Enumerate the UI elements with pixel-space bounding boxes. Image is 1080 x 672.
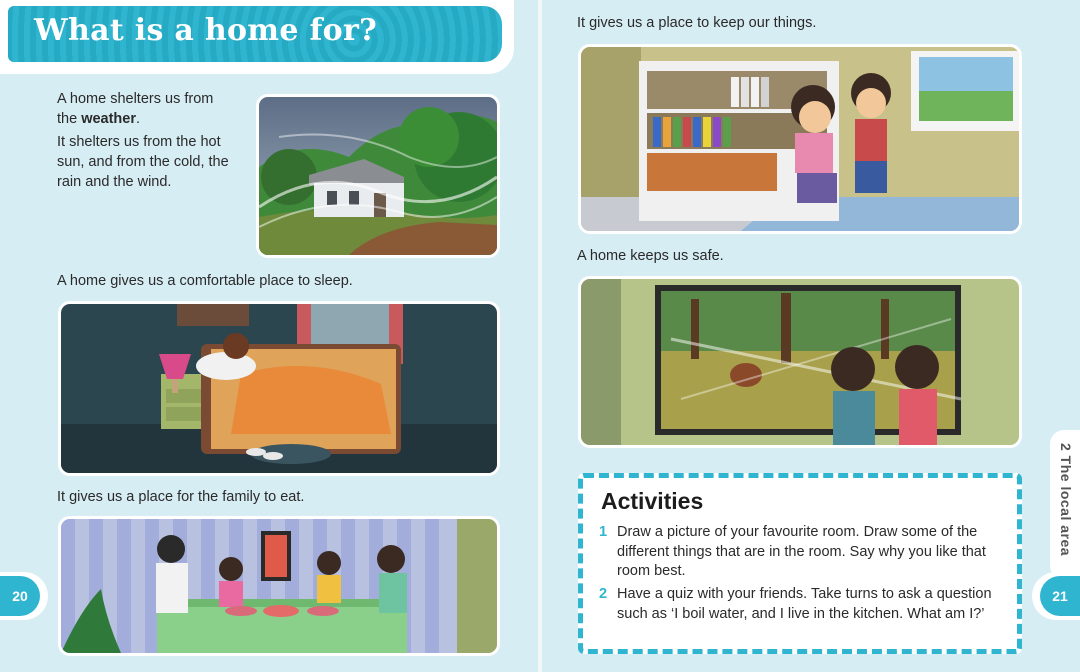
activity-item-1 <box>599 523 1009 583</box>
page-number-right: 21 <box>1040 576 1080 616</box>
safe-paragraph: A home keeps us safe. <box>577 248 724 264</box>
activity-text: Draw a picture of your favourite room. Draw some of the different things that are in the room. Say why you like that room best. <box>617 524 986 579</box>
bedroom-illustration <box>58 301 500 476</box>
activity-number: 2 <box>599 586 608 602</box>
activity-item-2 <box>599 585 1009 645</box>
page-title: What is a home for? <box>34 13 377 48</box>
storm-house-illustration <box>256 94 500 258</box>
chapter-label: 2 The local area <box>1058 443 1074 557</box>
activity-number: 1 <box>599 524 608 540</box>
weather-paragraph: A home shelters us from the weather. <box>57 91 214 127</box>
window-bear-illustration <box>578 276 1022 448</box>
eat-paragraph: It gives us a place for the family to eat. <box>57 489 305 505</box>
sleep-paragraph: A home gives us a comfortable place to sleep. <box>57 273 353 289</box>
bookshelf-illustration <box>578 44 1022 234</box>
activity-text: Have a quiz with your friends. Take turns to ask a question such as ‘I boil water, and I live in the kitchen. What am I?’ <box>617 586 992 622</box>
activities-title: Activities <box>601 488 704 514</box>
shelter-paragraph: It shelters us from the hot sun, and from the cold, the rain and the wind. <box>57 134 229 190</box>
family-dinner-illustration <box>58 516 500 656</box>
title-banner <box>0 0 514 74</box>
activities-box <box>578 473 1022 654</box>
weather-keyword: weather <box>81 111 136 127</box>
page-number-left: 20 <box>0 576 40 616</box>
things-paragraph: It gives us a place to keep our things. <box>577 15 817 31</box>
